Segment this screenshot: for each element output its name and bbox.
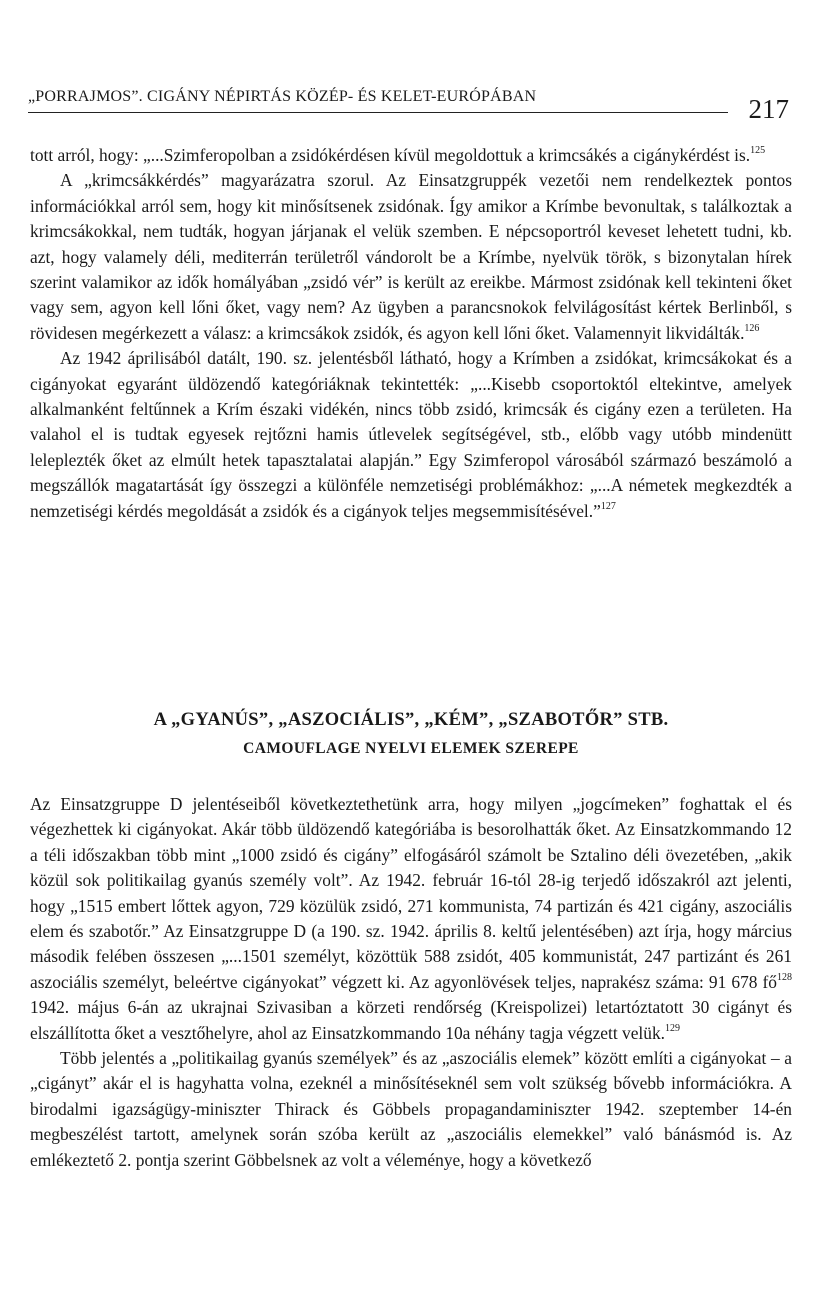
- section-title: A „GYANÚS”, „ASZOCIÁLIS”, „KÉM”, „SZABOTŐR” STB.: [153, 710, 669, 730]
- paragraph-text: A „krimcsákkérdés” magyarázatra szorul. Az Einsatzgruppék vezetői nem rendelkeztek pontos információkkal arról sem, hogy kit minősítsenek zsidónak. Így amikor a Krímbe bevonultak, s találkoztak a krimcsákokkal, nem tudták, hogyan járjanak el velük szemben. E népcsoportról keveset lehetett tudni, kb. azt, hogy valamely déli, mediterrán területről vándorolt be a Krímbe, nyelvük török, s bizonytalan hírek szerint valamikor az idők homályában „zsidó vér” is került az ereikbe. Mármost zsidónak kell tekinteni őket vagy sem, agyon kell lőni őket, vagy nem? Az ügyben a parancsnokok felvilágosítást kértek Berlinből, s rövidesen megérkezett a válasz: a krimcsákok zsidók, és agyon kell lőni őket. Valamennyit likvidálták.: [30, 170, 792, 343]
- section-heading: [30, 705, 792, 763]
- body-text-section-2: [30, 792, 792, 1173]
- paragraph: [30, 1046, 792, 1173]
- header-rule: [28, 112, 728, 113]
- paragraph: [30, 168, 792, 346]
- paragraph-text: Az Einsatzgruppe D jelentéseiből következtethetünk arra, hogy milyen „jogcímeken” foghattak el és végezhettek ki cigányokat. Akár több üldözendő kategóriába is besorolhatták őket. Az Einsatzkommando 12 a téli időszakban több mint „1000 zsidó és cigány” elfogásáról számolt be Sztalino déli övezetében, „akik közül sok politikailag gyanús személy volt”. Az 1942. február 16-tól 28-ig terjedő időszakról azt jelenti, hogy „1515 embert lőttek agyon, 729 közülük zsidó, 271 kommunista, 74 partizán és 421 cigány, aszociális elem és szabotőr.” Az Einsatzgruppe D (a 190. sz. 1942. április 8. keltű jelentésében) azt írja, hogy március második felében összesen „...1501 személyt, közöttük 588 zsidót, 405 kommunistát, 247 partizánt és 261 aszociális személyt, beleértve cigányokat” végzett ki. Az agyonlövések teljes, naprakész száma: 91 678 fő: [30, 794, 792, 992]
- section-subtitle: CAMOUFLAGE NYELVI ELEMEK SZEREPE: [243, 740, 579, 757]
- footnote-ref: 126: [744, 323, 760, 335]
- paragraph-text: Az 1942 áprilisából datált, 190. sz. jelentésből látható, hogy a Krímben a zsidókat, krimcsákokat és a cigányokat egyaránt üldözendő kategóriáknak tekintették: „...Kisebb csoportoktól eltekintve, amelyek alkalmanként feltűnnek a Krím északi vidékén, nincs több zsidó, krimcsák és cigány ezen a területen. Ha valahol el is tudtak egyesek rejtőzni hamis útlevelek segítségével, stb., előbb vagy utóbb mindenütt leleplezték őket az elmúlt hetek tapasztalatai alapján.” Egy Szimferopol városából származó beszámoló a megszállók magatartását így összegzi a különféle nemzetiségi problémákhoz: „...A németek megkezdték a nemzetiségi kérdés megoldását a zsidók és a cigányok teljes megsemmisítésével.”: [30, 348, 792, 521]
- footnote-ref: 125: [750, 145, 766, 157]
- running-head: „PORRAJMOS”. CIGÁNY NÉPIRTÁS KÖZÉP- ÉS KELET-EURÓPÁBAN: [28, 88, 537, 105]
- paragraph-text: tott arról, hogy: „...Szimferopolban a zsidókérdésen kívül megoldottuk a krimcsákés a cigánykérdést is.: [30, 145, 751, 165]
- paragraph-text: Több jelentés a „politikailag gyanús személyek” és az „aszociális elemek” között említi a cigányokat – a „cigányt” akár el is hagyhatta volna, ezeknél a minősítéseknél sem volt szükség bővebb információkra. A birodalmi igazságügy-miniszter Thirack és Göbbels propagandaminiszter 1942. szeptember 14-én megbeszélést tartott, amelynek során szóba került az „aszociális elemekkel” való bánásmód is. Az emlékeztető 2. pontja szerint Göbbelsnek az volt a véleménye, hogy a következő: [30, 1048, 792, 1170]
- paragraph: [30, 792, 792, 1046]
- footnote-ref: 128: [777, 972, 792, 984]
- paragraph-text: 1942. május 6-án az ukrajnai Szivasiban a körzeti rendőrség (Kreispolizei) letartóztatott 30 cigányt és elszállította őket a vesztőhelyre, ahol az Einsatzkommando 10a néhány tagja végzett velük.: [30, 997, 792, 1043]
- paragraph: [30, 143, 792, 168]
- body-text-section-1: [30, 143, 792, 524]
- paragraph: [30, 346, 792, 524]
- footnote-ref: 129: [665, 1022, 681, 1034]
- footnote-ref: 127: [600, 500, 616, 512]
- page-number: 217: [748, 94, 789, 124]
